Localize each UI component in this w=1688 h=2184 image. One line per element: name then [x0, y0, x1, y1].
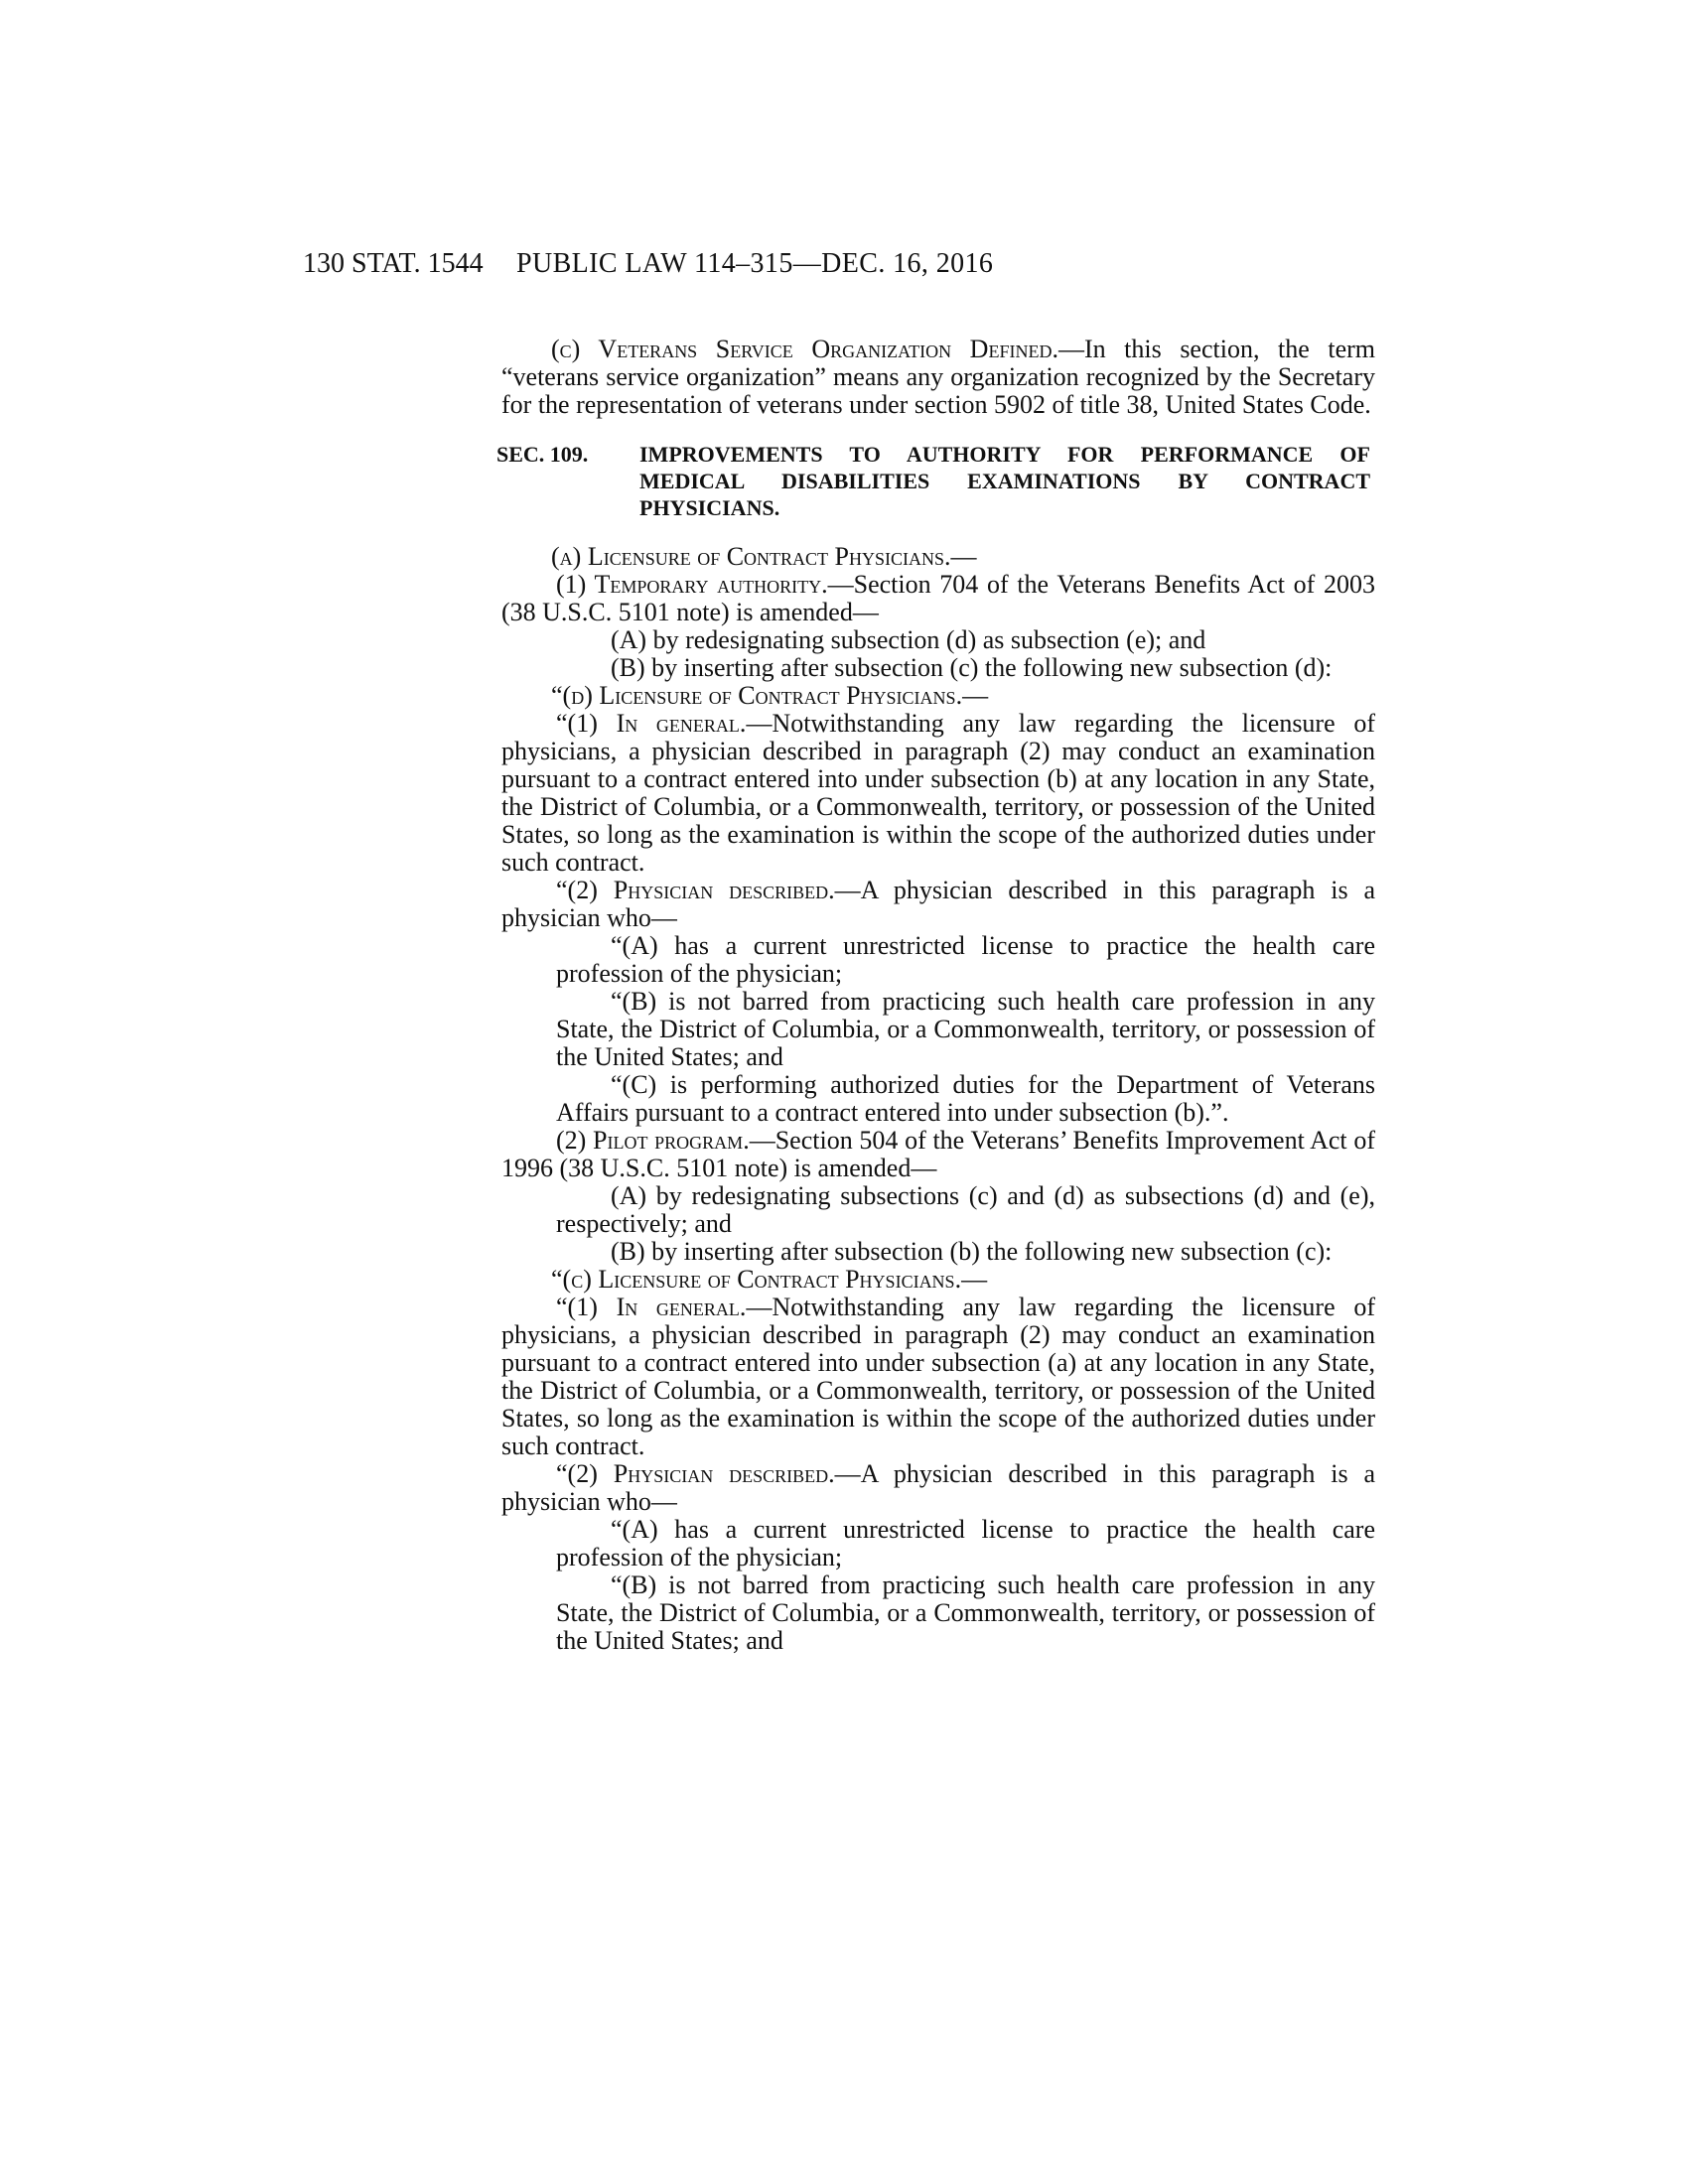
section-number: SEC. 109. [496, 442, 589, 467]
section-heading [496, 441, 1370, 521]
paragraph-text: —Section 704 of the Veterans Benefits Act of 2003 (38 U.S.C. 5101 note) is amended— [501, 570, 1375, 626]
paragraph-heading: “(c) Licensure of Contract Physicians. [551, 1265, 962, 1294]
paragraph-c2B: “(B) is not barred from practicing such health care profession in any State, the District of Columbia, or a Commonwealth, territory, or possession of the United States; and [556, 1570, 1375, 1655]
paragraph-c2 [501, 1460, 1375, 1516]
paragraph-text: —In this section, the term “veterans service organization” means any organization recognized by the Secretary for the representation of veterans under section 5902 of title 38, United States Code. [501, 335, 1376, 419]
paragraph-heading: (1) Temporary authority. [556, 570, 828, 599]
running-head [303, 248, 1375, 292]
paragraph-heading: “(2) Physician described. [556, 876, 835, 904]
paragraph-d2 [501, 877, 1375, 932]
paragraph-heading: “(2) Physician described. [556, 1459, 835, 1488]
paragraph-a-heading [501, 543, 1375, 571]
paragraph-heading: “(1) In general. [556, 709, 747, 738]
paragraph-heading: (c) Veterans Service Organization Defined. [551, 335, 1058, 363]
document-body [496, 335, 1376, 1655]
stat-page-number: 130 STAT. 1544 [303, 248, 484, 279]
paragraph-c-heading [501, 1266, 1375, 1294]
section-title: IMPROVEMENTS TO AUTHORITY FOR PERFORMANCE OF MEDICAL DISABILITIES EXAMINATIONS BY CONTRACT PHYSICIANS. [639, 442, 1370, 520]
paragraph-heading: (a) Licensure of Contract Physicians. [551, 542, 951, 571]
paragraph-a1B: (B) by inserting after subsection (c) the following new subsection (d): [611, 653, 1333, 682]
public-law-date: PUBLIC LAW 114–315—DEC. 16, 2016 [516, 248, 994, 279]
paragraph-text: — [950, 542, 977, 571]
paragraph-text: —A physician described in this paragraph is a physician who— [501, 876, 1376, 932]
paragraph-heading: “(1) In general. [556, 1293, 747, 1321]
paragraph-text: — [962, 681, 989, 710]
paragraph-text: —Notwithstanding any law regarding the licensure of physicians, a physician described in paragraph (2) may conduct an examination pursuant to a contract entered into under subsection (b) at any location in any State, the District of Columbia, or a Commonwealth, territory, or possession of the United States, so long as the examination is within the scope of the authorized duties under such contract. [501, 709, 1375, 877]
paragraph-heading: “(d) Licensure of Contract Physicians. [551, 681, 963, 710]
paragraph-text: —Notwithstanding any law regarding the licensure of physicians, a physician described in paragraph (2) may conduct an examination pursuant to a contract entered into under subsection (a) at any location in any State, the District of Columbia, or a Commonwealth, territory, or possession of the United States, so long as the examination is within the scope of the authorized duties under such contract. [501, 1293, 1375, 1460]
paragraph-text: —A physician described in this paragraph is a physician who— [501, 1459, 1376, 1516]
paragraph-d1 [501, 710, 1375, 877]
paragraph-text: —Section 504 of the Veterans’ Benefits Improvement Act of 1996 (38 U.S.C. 5101 note) is amended— [501, 1126, 1375, 1182]
paragraph-heading: (2) Pilot program. [556, 1126, 750, 1155]
paragraph-a2B: (B) by inserting after subsection (b) the following new subsection (c): [611, 1237, 1333, 1266]
paragraph-d-heading [501, 682, 1375, 710]
paragraph-c1 [501, 1294, 1375, 1460]
paragraph-text: — [961, 1265, 988, 1294]
paragraph-d2B: “(B) is not barred from practicing such health care profession in any State, the District of Columbia, or a Commonwealth, territory, or possession of the United States; and [556, 987, 1375, 1071]
paragraph-c2A: “(A) has a current unrestricted license to practice the health care profession of the physician; [556, 1515, 1375, 1571]
paragraph-d2C: “(C) is performing authorized duties for the Department of Veterans Affairs pursuant to a contract entered into under subsection (b).”. [556, 1070, 1375, 1127]
paragraph-d2A: “(A) has a current unrestricted license to practice the health care profession of the physician; [556, 931, 1375, 988]
paragraph-a1A: (A) by redesignating subsection (d) as subsection (e); and [611, 625, 1206, 654]
paragraph-a2 [501, 1127, 1375, 1182]
paragraph-a1 [501, 571, 1375, 626]
paragraph-a2A: (A) by redesignating subsections (c) and (d) as subsections (d) and (e), respectively; and [556, 1181, 1375, 1238]
paragraph-c-defined [501, 336, 1375, 419]
